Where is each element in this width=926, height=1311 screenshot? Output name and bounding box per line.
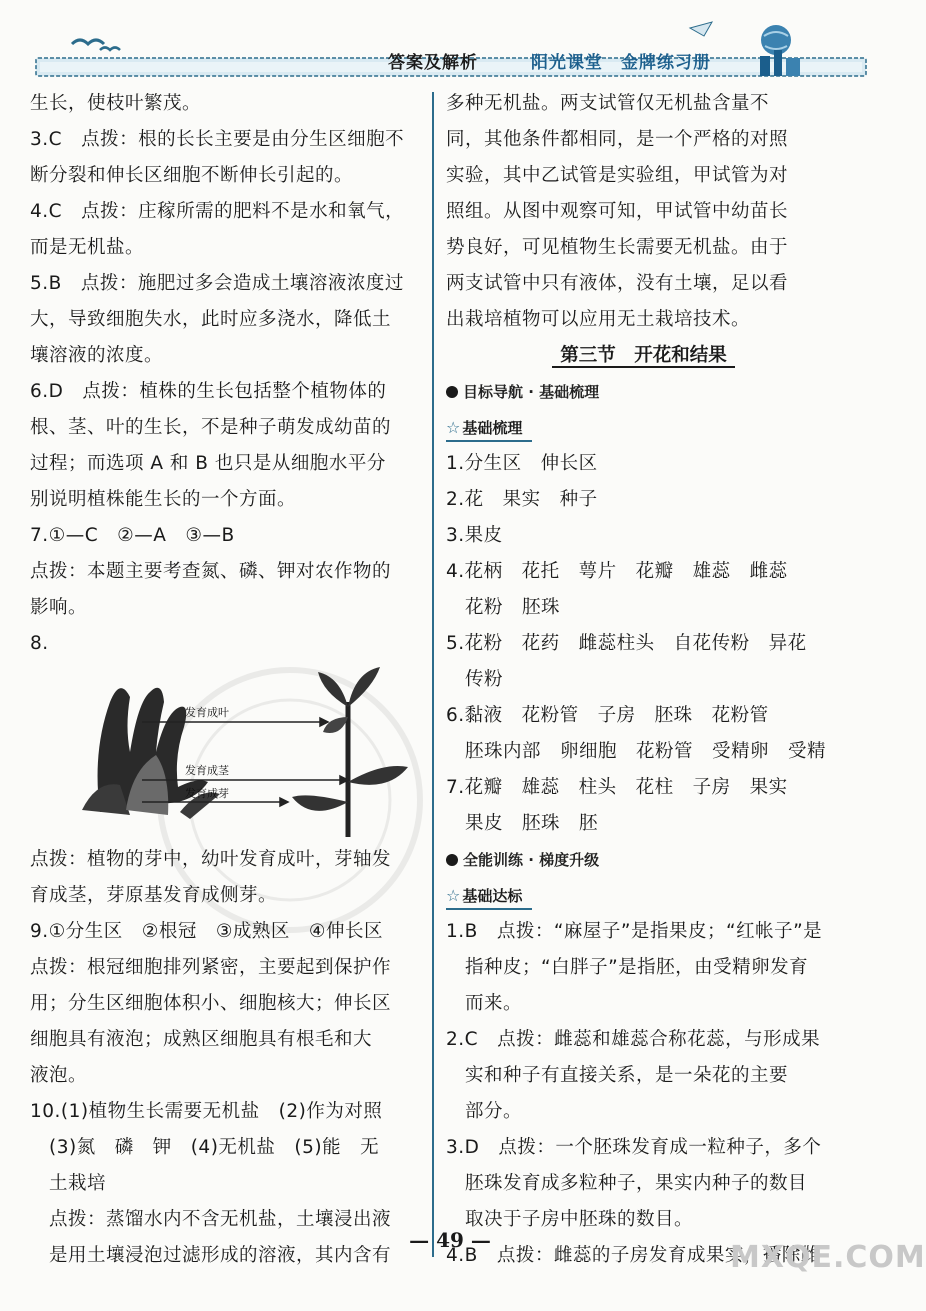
section-title — [446, 338, 841, 374]
text-line: 6.黏液 花粉管 子房 胚珠 花粉管 — [446, 705, 769, 726]
text-line: 4.C 点拨：庄稼所需的肥料不是水和氧气， — [30, 201, 405, 222]
text-line: 断分裂和伸长区细胞不断伸长引起的。 — [30, 165, 354, 186]
text-line: 2.C 点拨：雌蕊和雄蕊合称花蕊，与形成果 — [446, 1029, 821, 1050]
text-line: 点拨：蒸馏水内不含无机盐，土壤浸出液 — [30, 1209, 392, 1230]
text-line: 点拨：根冠细胞排列紧密，主要起到保护作 — [30, 957, 392, 978]
bird-icon — [100, 48, 120, 51]
text-line: 大，导致细胞失水，此时应多浇水，降低土 — [30, 309, 392, 330]
page-number: — 49 — — [409, 1228, 491, 1252]
bud-development-figure — [30, 662, 425, 842]
text-line: 照组。从图中观察可知，甲试管中幼苗长 — [446, 201, 789, 222]
text-line: 影响。 — [30, 597, 88, 618]
badge-row-2 — [446, 878, 841, 914]
text-line: 1.分生区 伸长区 — [446, 453, 598, 474]
text-line: 3.C 点拨：根的长长主要是由分生区细胞不 — [30, 129, 405, 150]
bud-diagram — [30, 662, 425, 842]
bullet-icon — [446, 386, 458, 398]
text-line: 指种皮；“白胖子”是指胚，由受精卵发育 — [446, 957, 809, 978]
text-line: 实和种子有直接关系，是一朵花的主要 — [446, 1065, 789, 1086]
badge-text: 基础达标 — [462, 887, 523, 905]
text-line: 5.花粉 花药 雌蕊柱头 自花传粉 异花 — [446, 633, 807, 654]
text-line: 3.果皮 — [446, 525, 503, 546]
badge-row-1 — [446, 410, 841, 446]
site-watermark: MXQE.COM — [730, 1240, 926, 1275]
text-line: 6.D 点拨：植株的生长包括整个植物体的 — [30, 381, 387, 402]
badge-label — [446, 884, 532, 910]
text-line: 胚珠发育成多粒种子，果实内种子的数目 — [446, 1173, 808, 1194]
text-line: 部分。 — [446, 1101, 523, 1122]
plant-illustration — [292, 667, 408, 837]
text-line: 4.B 点拨：雌蕊的子房发育成果实，播除雌 — [446, 1245, 820, 1266]
label-stem: 发育成茎 — [185, 764, 229, 777]
text-line: 4.花柄 花托 萼片 花瓣 雄蕊 雌蕊 — [446, 561, 788, 582]
text-line: 出栽培植物可以应用无土栽培技术。 — [446, 309, 751, 330]
text-line: 土栽培 — [30, 1173, 107, 1194]
paper-plane-icon — [690, 22, 712, 36]
text-line: 果皮 胚珠 胚 — [446, 813, 599, 834]
text-line: 生长，使枝叶繁茂。 — [30, 93, 202, 114]
text-line: 取决于子房中胚珠的数目。 — [446, 1209, 694, 1230]
nav-heading-text: 目标导航 · 基础梳理 — [463, 383, 600, 401]
left-column — [30, 86, 425, 1274]
label-bud: 发育成芽 — [185, 787, 229, 800]
text-line: 同，其他条件都相同，是一个严格的对照 — [446, 129, 789, 150]
header-series: 阳光课堂 金牌练习册 — [531, 53, 711, 73]
text-line: 两支试管中只有液体，没有土壤，足以看 — [446, 273, 789, 294]
text-line: 1.B 点拨：“麻屋子”是指果皮；“红帐子”是 — [446, 921, 823, 942]
badge-label — [446, 416, 532, 442]
text-line: 是用土壤浸泡过滤形成的溶液，其内含有 — [30, 1245, 392, 1266]
right-column — [446, 86, 841, 1274]
text-line: 8. — [30, 633, 49, 654]
text-line: 传粉 — [446, 669, 504, 690]
text-line: 而是无机盐。 — [30, 237, 145, 258]
section-title-text: 第三节 开花和结果 — [552, 345, 735, 368]
text-line: 胚珠内部 卵细胞 花粉管 受精卵 受精 — [446, 741, 827, 762]
text-line: (3)氮 磷 钾 (4)无机盐 (5)能 无 — [30, 1137, 380, 1158]
label-leaf: 发育成叶 — [185, 706, 229, 719]
text-line: 过程；而选项 A 和 B 也只是从细胞水平分 — [30, 453, 386, 474]
text-line: 多种无机盐。两支试管仅无机盐含量不 — [446, 93, 770, 114]
text-line: 势良好，可见植物生长需要无机盐。由于 — [446, 237, 789, 258]
text-line: 7.①—C ②—A ③—B — [30, 525, 235, 546]
text-line: 10.(1)植物生长需要无机盐 (2)作为对照 — [30, 1101, 383, 1122]
star-icon: ☆ — [446, 886, 461, 905]
column-divider — [432, 92, 434, 1257]
text-line: 育成茎，芽原基发育成侧芽。 — [30, 885, 278, 906]
nav-heading-2 — [446, 842, 841, 878]
text-line: 实验，其中乙试管是实验组，甲试管为对 — [446, 165, 789, 186]
text-line: 别说明植株能生长的一个方面。 — [30, 489, 297, 510]
text-line: 3.D 点拨：一个胚珠发育成一粒种子，多个 — [446, 1137, 822, 1158]
star-icon: ☆ — [446, 418, 461, 437]
text-line: 点拨：植物的芽中，幼叶发育成叶，芽轴发 — [30, 849, 392, 870]
bullet-icon — [446, 854, 458, 866]
text-line: 细胞具有液泡；成熟区细胞具有根毛和大 — [30, 1029, 373, 1050]
text-line: 而来。 — [446, 993, 523, 1014]
text-line: 用；分生区细胞体积小、细胞核大；伸长区 — [30, 993, 392, 1014]
text-line: 花粉 胚珠 — [446, 597, 561, 618]
page-header — [0, 0, 900, 90]
text-line: 壤溶液的浓度。 — [30, 345, 164, 366]
header-banner — [0, 0, 900, 90]
nav-heading-1 — [446, 374, 841, 410]
text-line: 5.B 点拨：施肥过多会造成土壤溶液浓度过 — [30, 273, 404, 294]
text-line: 点拨：本题主要考查氮、磷、钾对农作物的 — [30, 561, 392, 582]
text-line: 液泡。 — [30, 1065, 88, 1086]
badge-text: 基础梳理 — [462, 419, 523, 437]
header-title: 答案及解析 — [388, 53, 478, 73]
text-line: 7.花瓣 雄蕊 柱头 花柱 子房 果实 — [446, 777, 788, 798]
text-line: 2.花 果实 种子 — [446, 489, 598, 510]
text-line: 9.①分生区 ②根冠 ③成熟区 ④伸长区 — [30, 921, 383, 942]
text-line: 根、茎、叶的生长，不是种子萌发成幼苗的 — [30, 417, 392, 438]
nav-heading-text: 全能训练 · 梯度升级 — [463, 851, 600, 869]
bird-icon — [72, 40, 104, 44]
